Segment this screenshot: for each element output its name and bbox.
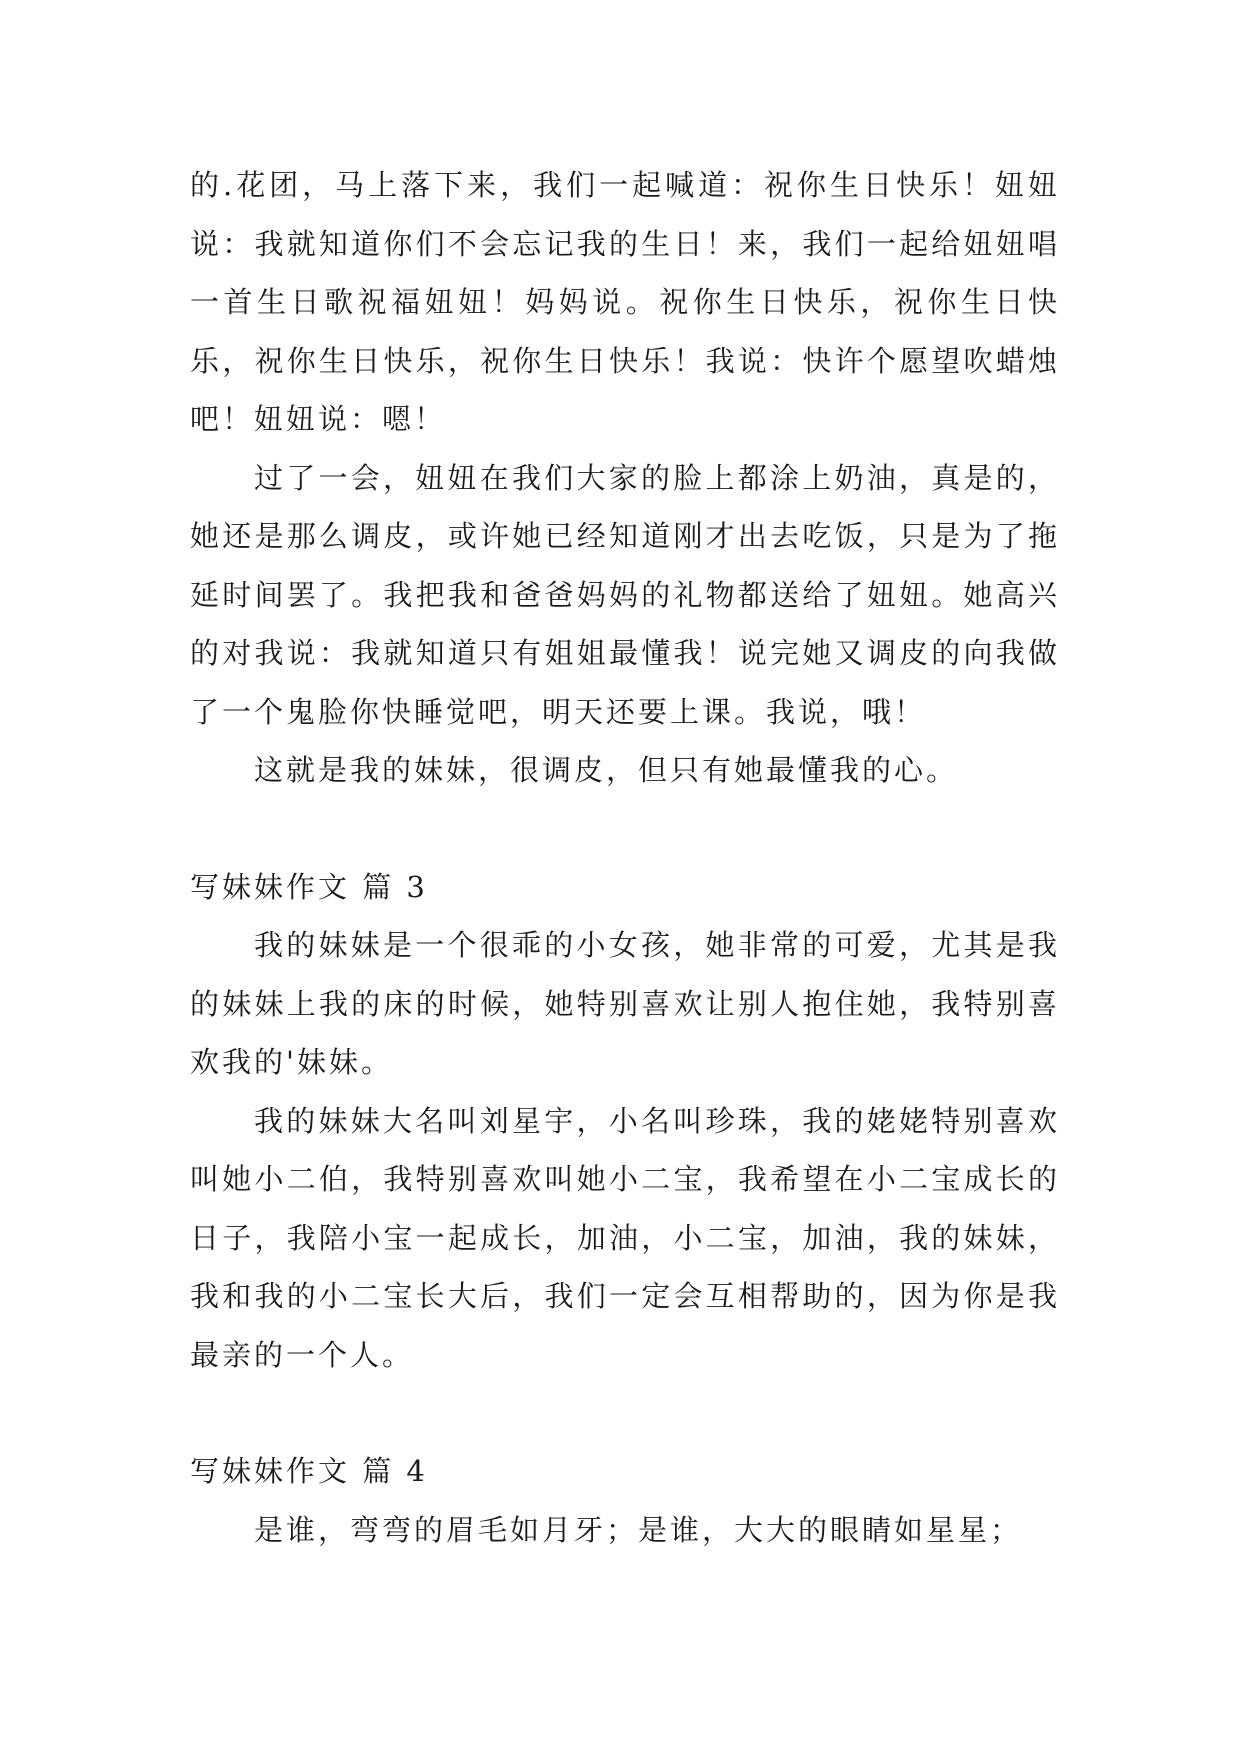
document-body (190, 156, 1060, 1559)
section-heading-3: 写妹妹作文 篇 3 (190, 869, 428, 904)
paragraph-1: 的.花团，马上落下来，我们一起喊道：祝你生日快乐！妞妞说：我就知道你们不会忘记我的生日！来，我们一起给妞妞唱一首生日歌祝福妞妞！妈妈说。祝你生日快乐，祝你生日快乐，祝你生日快乐，祝你生日快乐！我说：快许个愿望吹蜡烛吧！妞妞说：嗯！ (190, 168, 1060, 436)
paragraph-2: 过了一会，妞妞在我们大家的脸上都涂上奶油，真是的，她还是那么调皮，或许她已经知道刚才出去吃饭，只是为了拖延时间罢了。我把我和爸爸妈妈的礼物都送给了妞妞。她高兴的对我说：我就知道只有姐姐最懂我！说完她又调皮的向我做了一个鬼脸你快睡觉吧，明天还要上课。我说，哦！ (190, 460, 1060, 729)
paragraph-3: 这就是我的妹妹，很调皮，但只有她最懂我的心。 (254, 753, 959, 787)
paragraph-6: 是谁，弯弯的眉毛如月牙；是谁，大大的眼睛如星星； (254, 1512, 1023, 1547)
paragraph-5: 我的妹妹大名叫刘星宇，小名叫珍珠，我的姥姥特别喜欢叫她小二伯，我特别喜欢叫她小二宝，我希望在小二宝成长的日子，我陪小宝一起成长，加油，小二宝，加油，我的妹妹，我和我的小二宝长大后，我们一定会互相帮助的，因为你是我最亲的一个人。 (190, 1103, 1060, 1372)
section-heading-4: 写妹妹作文 篇 4 (190, 1454, 428, 1488)
paragraph-4: 我的妹妹是一个很乖的小女孩，她非常的可爱，尤其是我的妹妹上我的床的时候，她特别喜欢让别人抱住她，我特别喜欢我的'妹妹。 (190, 928, 1060, 1079)
